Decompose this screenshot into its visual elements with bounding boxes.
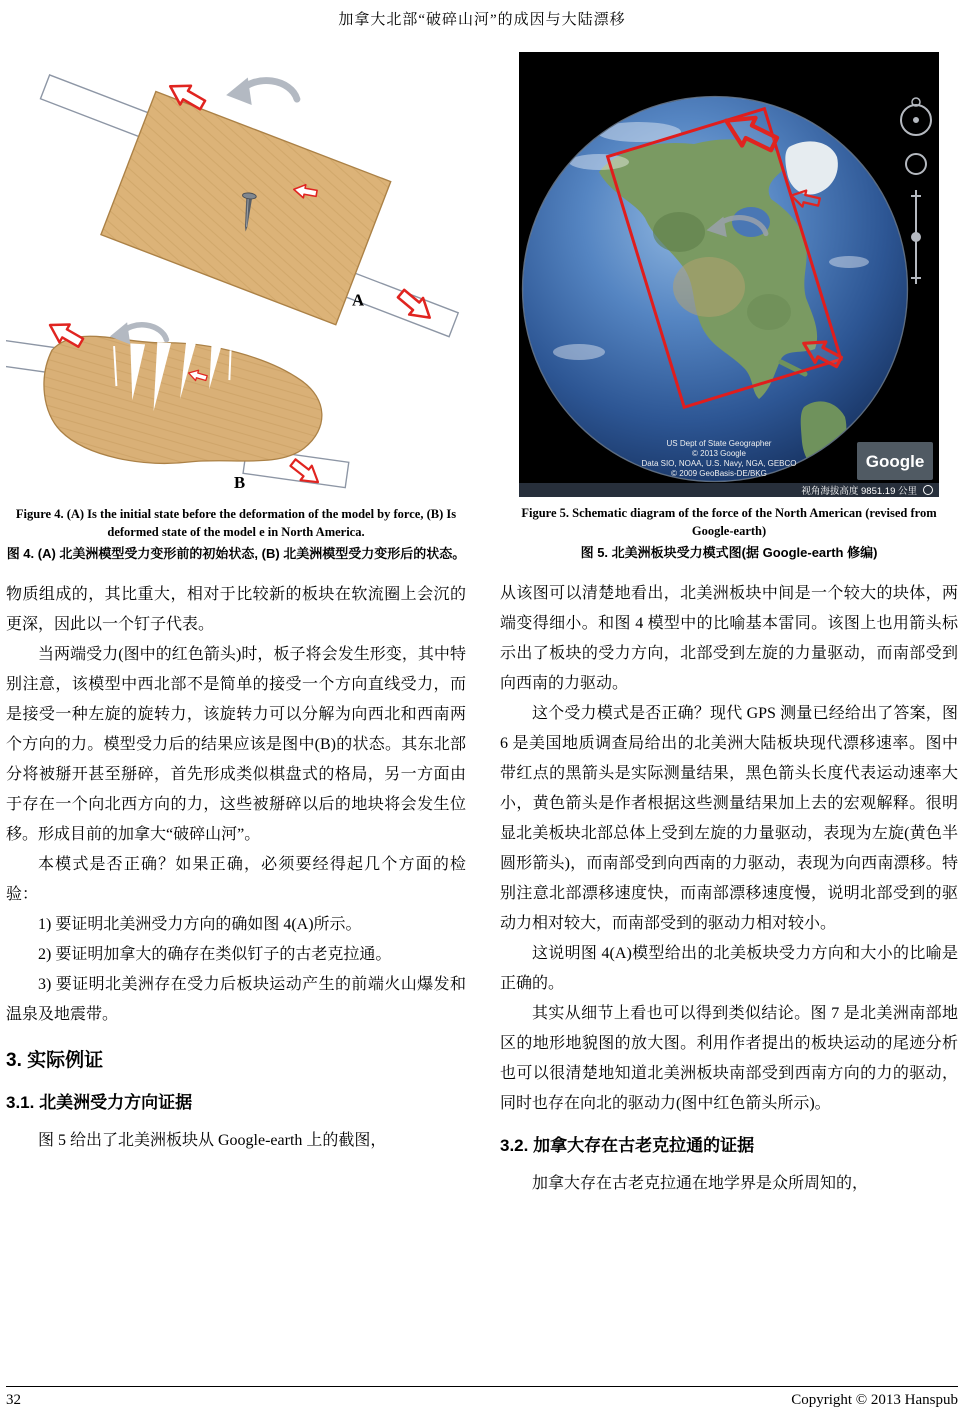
svg-text:Google: Google: [865, 452, 925, 471]
altitude-bar: [519, 483, 939, 497]
figure4-caption-zh: 图 4. (A) 北美洲模型受力变形前的初始状态, (B) 北美洲模型受力变形后的状态。: [6, 546, 466, 561]
google-logo: [857, 442, 933, 480]
figure5-caption-en: Figure 5. Schematic diagram of the force of the North American (revised from Google-earth): [521, 506, 937, 538]
figure5-caption-zh: 图 5. 北美洲板块受力模式图(据 Google-earth 修编): [580, 545, 878, 560]
section-heading: 3. 实际例证: [6, 1049, 104, 1071]
right-body-text: [500, 579, 958, 1199]
list-item: 3) 要证明北美洲存在受力后板块运动产生的前端火山爆发和温泉及地震带。: [6, 975, 466, 1023]
svg-text:© 2009 GeoBasis-DE/BKG: © 2009 GeoBasis-DE/BKG: [671, 469, 767, 478]
board-a: [6, 54, 466, 364]
paragraph: 当两端受力(图中的红色箭头)时，板子将会发生形变，其中特别注意，该模型中西北部不是简单的接受一个方向直线受力，而是接受一种左旋的旋转力，该旋转力可以分解为向西北和西南两个方向的力。模型受力后的结果应该是图中(B)的状态。其东北部分将被掰开甚至掰碎，首先形成类似棋盘式的格局，另一方面由于存在一个向北西方向的力，这些被掰碎以后的地块将会发生位移。形成目前的加拿大“破碎山河”。: [6, 645, 466, 843]
figure5-image: [519, 52, 939, 497]
paragraph: 本模式是否正确？如果正确，必须要经得起几个方面的检验：: [6, 855, 466, 903]
paragraph: 这说明图 4(A)模型给出的北美板块受力方向和大小的比喻是正确的。: [500, 944, 958, 992]
footer-copyright: Copyright © 2013 Hanspub: [791, 1392, 958, 1408]
footer-page-number: 32: [6, 1392, 21, 1408]
zoom-slider-handle: [912, 233, 921, 242]
page-footer: [6, 1386, 958, 1409]
paragraph: 加拿大存在古老克拉通在地学界是众所周知的，: [532, 1174, 869, 1192]
rotation-arrow-icon: [226, 77, 297, 105]
paragraph: 物质组成的，其比重大，相对于比较新的板块在软流圈上会沉的更深，因此以一个钉子代表。: [6, 585, 466, 633]
label-b: B: [234, 473, 246, 493]
column-right: [500, 46, 958, 1199]
list-item: 1) 要证明北美洲受力方向的确如图 4(A)所示。: [38, 915, 362, 933]
list-item: 2) 要证明加拿大的确存在类似钉子的古老克拉通。: [38, 945, 392, 963]
paragraph: 图 5 给出了北美洲板块从 Google-earth 上的截图，: [38, 1131, 387, 1149]
altitude-text: 视角海拔高度 9851.19 公里: [801, 486, 917, 497]
page-title: 加拿大北部“破碎山河”的成因与大陆漂移: [338, 12, 626, 28]
subsection-heading: 3.2. 加拿大存在古老克拉通的证据: [500, 1135, 755, 1155]
figure4-svg: [6, 46, 466, 498]
svg-text:US Dept of State Geographer: US Dept of State Geographer: [666, 439, 772, 448]
paragraph: 从该图可以清楚地看出，北美洲板块中间是一个较大的块体，两端变得细小。和图 4 模型中的比喻基本雷同。该图上也用箭头标示出了板块的受力方向，北部受到左旋的力量驱动，而南部受到向西南的力驱动。: [500, 584, 958, 692]
board-b: [6, 316, 362, 492]
label-a: A: [351, 290, 365, 310]
subsection-heading: 3.1. 北美洲受力方向证据: [6, 1092, 193, 1112]
globe: [523, 97, 908, 482]
figure5-svg: [519, 52, 939, 497]
svg-text:© 2013 Google: © 2013 Google: [692, 449, 746, 458]
svg-text:Data SIO, NOAA, U.S. Navy, NGA: Data SIO, NOAA, U.S. Navy, NGA, GEBCO: [641, 459, 797, 468]
left-body-text: [6, 580, 466, 1156]
column-left: [6, 46, 466, 1156]
figure4-image: [6, 46, 466, 498]
paragraph: 这个受力模式是否正确？现代 GPS 测量已经给出了答案，图 6 是美国地质调查局给出的北美洲大陆板块现代漂移速率。图中带红点的黑箭头是实际测量结果，黑色箭头长度代表运动速率大小，黄色箭头是作者根据这些测量结果加上去的宏观解释。很明显北美板块北部总体上受到左旋的力量驱动，表现为左旋(黄色半圆形箭头)，而南部受到向西南的力驱动，表现为向西南漂移。特别注意北部漂移速度快，而南部漂移速度慢，说明北部受到的驱动力相对较大，而南部受到的驱动力相对较小。: [500, 704, 958, 932]
figure4-caption-en: Figure 4. (A) Is the initial state before the deformation of the model by force, (B) Is deformed state of the model e in North America.: [15, 507, 457, 539]
paragraph: 其实从细节上看也可以得到类似结论。图 7 是北美洲南部地区的地形地貌图的放大图。利用作者提出的板块运动的尾迹分析也可以很清楚地知道北美洲板块南部受到西南方向的力的驱动，同时也存在向北的驱动力(图中红色箭头所示)。: [500, 1004, 958, 1112]
